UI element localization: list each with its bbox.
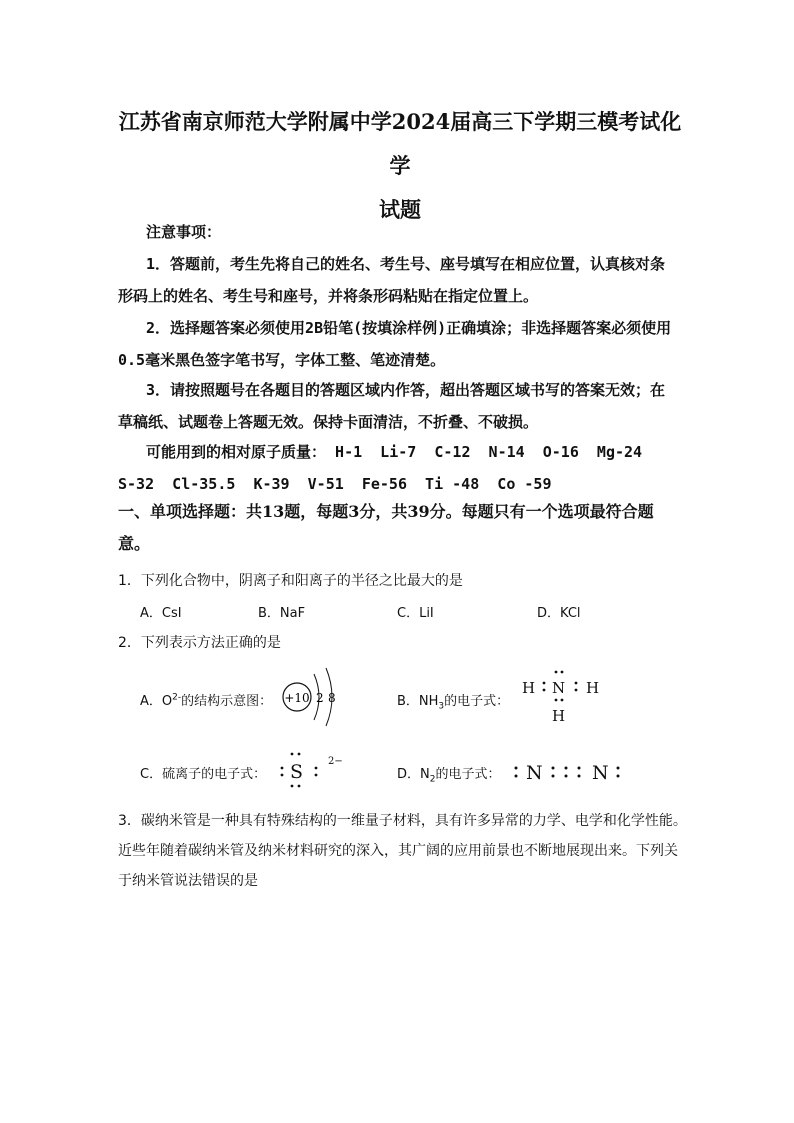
atomic-masses xyxy=(118,436,678,500)
nitrogen-electron-formula xyxy=(508,756,628,788)
sulfide-ion-electron-formula xyxy=(276,746,346,790)
title-line-2: 试题 xyxy=(379,197,421,222)
svg-text:N: N xyxy=(592,762,609,784)
q1-option-a: A．CsI xyxy=(140,606,182,621)
svg-text:N: N xyxy=(526,762,543,784)
nucleus-charge: +10 xyxy=(284,691,310,705)
notice-item-2: 2．选择题答案必须使用2B铅笔(按填涂样例)正确填涂；非选择题答案必须使用0.5毫米黑色签字笔书写，字体工整、笔迹清楚。 xyxy=(118,319,672,369)
notice-heading: 注意事项： xyxy=(146,223,222,241)
q2-option-b: B．$NH_3$的电子式： xyxy=(397,694,510,712)
svg-text:H: H xyxy=(586,679,600,697)
question-3-stem: 3．碳纳米管是一种具有特殊结构的一维量子材料，具有许多异常的力学、电学和化学性能。近些年随着碳纳米管及纳米材料研究的深入，其广阔的应用前景也不断地展现出来。下列关于纳米管说法错误的是 xyxy=(118,813,687,889)
svg-text:N: N xyxy=(552,679,566,697)
q2-option-d: D．$N_2$的电子式： xyxy=(397,767,501,785)
q1-option-b: B．NaF xyxy=(258,606,306,621)
title-line-1: 江苏省南京师范大学附属中学2024届高三下学期三模考试化学 xyxy=(118,109,682,178)
page-title xyxy=(110,100,690,232)
q2-option-a: A．$O^{2-}$的结构示意图： xyxy=(140,692,273,709)
svg-text:S: S xyxy=(290,761,304,783)
q1-option-c: C．LiI xyxy=(397,606,434,621)
ammonia-electron-formula xyxy=(518,666,608,728)
svg-text:H: H xyxy=(522,679,536,697)
q1-option-d: D．KCl xyxy=(537,606,581,621)
atomic-masses-line-2: S-32 Cl-35.5 K-39 V-51 Fe-56 Ti -48 Co -59 xyxy=(118,475,552,493)
shell-1-electrons: 2 xyxy=(316,691,324,705)
section-heading: 一、单项选择题：共13题，每题3分，共39分。每题只有一个选项最符合题意。 xyxy=(118,502,654,553)
notice-item-1: 1．答题前，考生先将自己的姓名、考生号、座号填写在相应位置，认真核对条形码上的姓名、考生号和座号，并将条形码粘贴在指定位置上。 xyxy=(118,255,666,305)
sulfide-charge: 2− xyxy=(328,756,343,767)
question-1-stem: 1．下列化合物中，阴离子和阳离子的半径之比最大的是 xyxy=(118,573,463,589)
notice-item-3: 3．请按照题号在各题目的答题区域内作答，超出答题区域书写的答案无效；在草稿纸、试题卷上答题无效。保持卡面清洁，不折叠、不破损。 xyxy=(118,381,666,431)
oxide-ion-structure-diagram xyxy=(280,664,342,730)
atomic-masses-line-1: 可能用到的相对原子质量： H-1 Li-7 C-12 N-14 O-16 Mg-24 xyxy=(146,443,643,461)
svg-text:H: H xyxy=(552,707,566,725)
shell-2-electrons: 8 xyxy=(328,691,336,705)
q2-option-c: C．硫离子的电子式： xyxy=(140,767,267,782)
question-2-stem: 2．下列表示方法正确的是 xyxy=(118,635,281,651)
